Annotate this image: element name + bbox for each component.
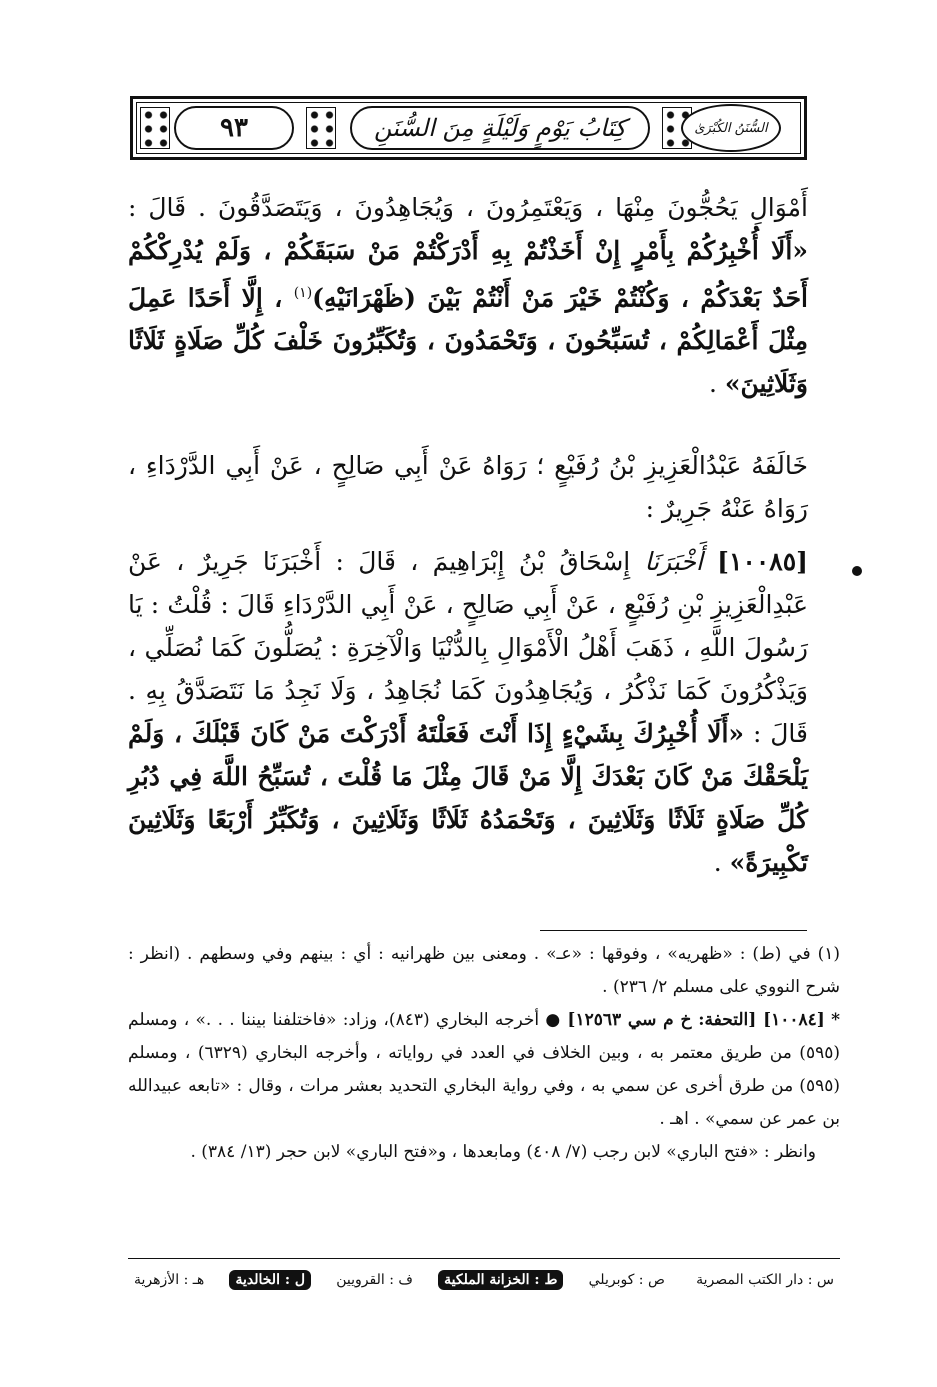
- footnote-3: وانظر : «فتح الباري» لابن رجب (٧/ ٤٠٨) ومابعدها ، و«فتح الباري» لابن حجر (١٣/ ٣٨٤) .: [190, 1142, 816, 1162]
- legend-rule: [128, 1258, 840, 1259]
- footnotes: [128, 938, 840, 1169]
- hadith-bullet: [852, 566, 862, 576]
- footnote-2-text: ● أخرجه البخاري (٨٤٣)، وزاد: «فاختلفنا بيننا . . .» ، ومسلم (٥٩٥) من طريق معتمر به ، وبين الخلاف في العدد في رواياته ، وأخرجه البخاري (٦٣٢٩) ، ومسلم (٥٩٥) من طرق أخرى عن سمي به ، وفي رواية البخاري التحديد بعشر مرات ، وقال : «تابعه عبيدالله بن عمر عن سمي» . اهـ .: [128, 1010, 840, 1129]
- hadith-number: [١٠٠٨٥]: [717, 547, 808, 576]
- akhbarana: أَخْبَرَنَا: [630, 547, 718, 576]
- book-emblem: السُّنَنُ الكُبْرَىٰ: [681, 104, 781, 152]
- page-number: ٩٣: [174, 106, 294, 150]
- manuscript-legend: [128, 1264, 840, 1296]
- paragraph-2: [128, 444, 808, 530]
- p1-end: .: [708, 369, 725, 399]
- footnote-star: *: [831, 1010, 840, 1030]
- legend-s: س : دار الكتب المصرية: [696, 1272, 834, 1288]
- legend-fa: ف : القرويين: [336, 1272, 413, 1288]
- ornament-left: [140, 107, 170, 149]
- legend-sad: ص : كوبريلي: [588, 1272, 665, 1288]
- p1-hadith-bold-2: ، إِلَّا أَحَدًا عَمِلَ مِثْلَ أَعْمَالِكُمْ ، تُسَبِّحُونَ ، وَتَحْمَدُونَ ، وَتُكَبِّرُونَ خَلْفَ كُلِّ صَلَاةٍ ثَلَاثًا وَثَلَاثِينَ»: [128, 283, 808, 399]
- page-header: [130, 96, 807, 160]
- p1-hadith-bold: «أَلَا أُخْبِرُكُمْ بِأَمْرٍ إِنْ أَخَذْتُمْ بِهِ أَدْرَكْتُمْ مَنْ سَبَقَكُمْ ، وَلَمْ يُدْرِكْكُمْ أَحَدٌ بَعْدَكُمْ ، وَكُنْتُمْ خَيْرَ مَنْ أَنْتُمْ بَيْنَ (ظَهْرَانَيْهِ): [128, 236, 808, 313]
- paragraph-3: [128, 540, 808, 884]
- p3-end: .: [713, 848, 730, 877]
- p3-text: إِسْحَاقُ بْنُ إِبْرَاهِيمَ ، قَالَ : أَخْبَرَنَا جَرِيرٌ ، عَنْ عَبْدِالْعَزِيزِ بْنِ رُفَيْعٍ ، عَنْ أَبِي صَالِحٍ ، عَنْ أَبِي الدَّرْدَاءِ قَالَ : قُلْتُ : يَا رَسُولَ اللَّهِ ، ذَهَبَ أَهْلُ الْأَمْوَالِ بِالدُّنْيَا وَالْآخِرَةِ : يُصَلُّونَ كَمَا نُصَلِّي ، وَيَذْكُرُونَ كَمَا نَذْكُرُ ، وَيُجَاهِدُونَ كَمَا نُجَاهِدُ ، وَلَا نَجِدُ مَا نَتَصَدَّقُ بِهِ . قَالَ :: [128, 547, 808, 748]
- running-title: كِتَابُ يَوْمٍ وَلَيْلَةٍ مِنَ السُّنَنِ: [350, 106, 650, 150]
- footnote-rule: [540, 930, 807, 931]
- footnote-1: (١) في (ط) : «ظهريه» ، وفوقها : «عـ» . ومعنى بين ظهرانيه : أي : بينهم وفي وسطهم . (انظر : شرح النووي على مسلم ٢/ ٢٣٦) .: [128, 944, 840, 997]
- ornament-mid-left: [306, 107, 336, 149]
- legend-ha: هـ : الأزهرية: [134, 1272, 205, 1288]
- paragraph-1: [128, 186, 808, 405]
- legend-lam: ل : الخالدية: [229, 1270, 311, 1290]
- p1-text: أَمْوَالِ يَحُجُّونَ مِنْهَا ، وَيَعْتَمِرُونَ ، وَيُجَاهِدُونَ ، وَيَتَصَدَّقُونَ . قَالَ :: [128, 193, 808, 222]
- footnote-ref-1: (١): [293, 285, 313, 301]
- p3-hadith-bold: «أَلَا أُخْبِرُكَ بِشَيْءٍ إِذَا أَنْتَ فَعَلْتَهُ أَدْرَكْتَ مَنْ كَانَ قَبْلَكَ ، وَلَمْ يَلْحَقْكَ مَنْ كَانَ بَعْدَكَ إِلَّا مَنْ قَالَ مِثْلَ مَا قُلْتَ ، تُسَبِّحُ اللَّهَ فِي دُبُرِ كُلِّ صَلَاةٍ ثَلَاثًا وَثَلَاثِينَ ، وَتَحْمَدُهُ ثَلَاثًا وَثَلَاثِينَ ، وَتُكَبِّرُ أَرْبَعًا وَثَلَاثِينَ تَكْبِيرَةً»: [128, 719, 808, 877]
- legend-ta: ط : الخزانة الملكية: [438, 1270, 563, 1290]
- p2-text: خَالَفَهُ عَبْدُالْعَزِيزِ بْنُ رُفَيْعٍ ؛ رَوَاهُ عَنْ أَبِي صَالِحٍ ، عَنْ أَبِي الدَّرْدَاءِ ، رَوَاهُ عَنْهُ جَرِيرٌ :: [128, 451, 808, 523]
- footnote-2-head: [١٠٠٨٤] [التحفة: خ م سي ١٢٥٦٣]: [567, 1010, 825, 1030]
- footnote-2: [128, 1004, 840, 1136]
